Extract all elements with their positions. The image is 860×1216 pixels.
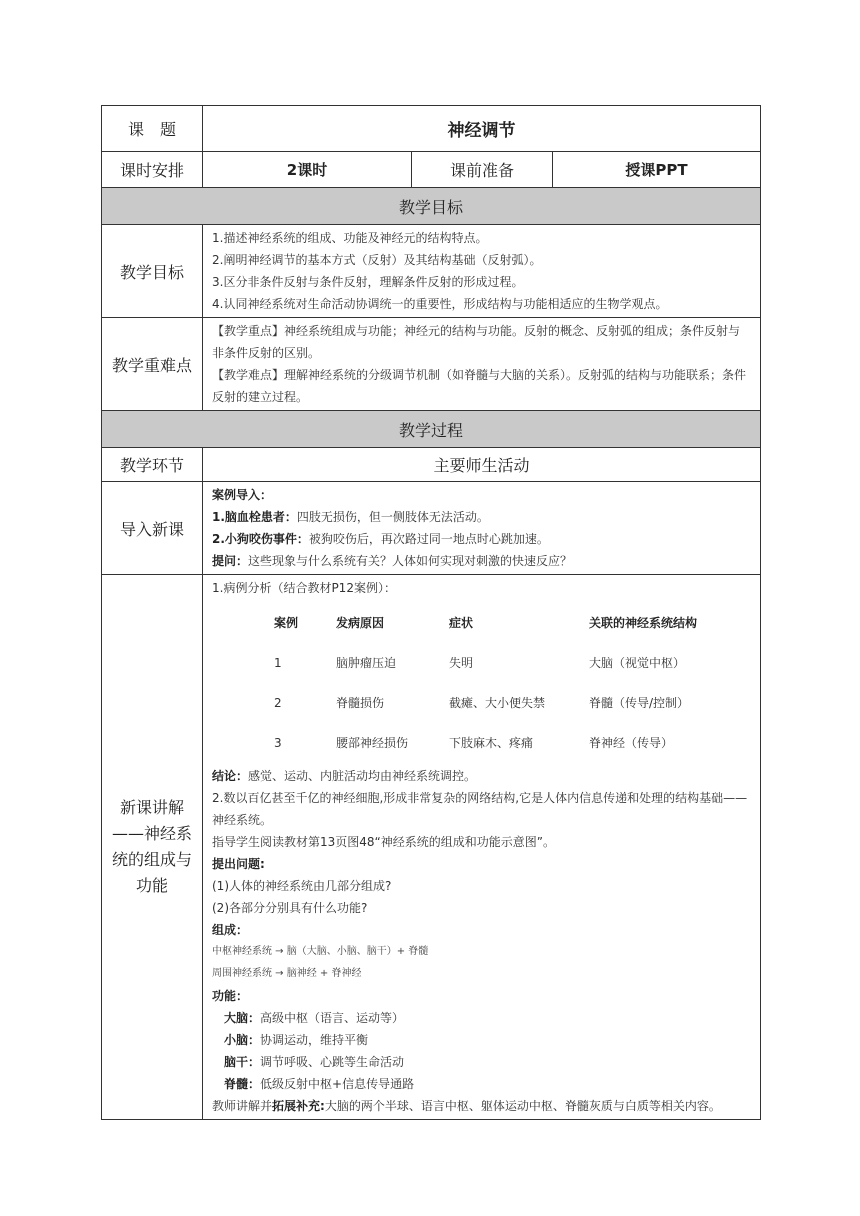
- lesson-row: [102, 575, 761, 1120]
- questions-title: 提出问题:: [212, 857, 265, 871]
- keypoints-label: 教学重难点: [102, 318, 203, 411]
- goal-item: 1.描述神经系统的组成、功能及神经元的结构特点。: [212, 231, 488, 245]
- question-1: (1)人体的神经系统由几部分组成?: [212, 879, 392, 893]
- case-title: 案例导入：: [212, 488, 273, 502]
- extend-text: [212, 1095, 752, 1117]
- composition-central: 中枢神经系统 → 脑（大脑、小脑、脑干）+ 脊髓: [212, 946, 429, 957]
- conclusion-text: 感觉、运动、内脏活动均由神经系统调控。: [248, 769, 477, 783]
- goal-item: 4.认同神经系统对生命活动协调统一的重要性，形成结构与功能相适应的生物学观点。: [212, 297, 668, 311]
- function-text: 低级反射中枢+信息传导通路: [260, 1077, 415, 1091]
- table-row: [212, 643, 752, 683]
- para-2: 2.数以百亿甚至千亿的神经细胞,形成非常复杂的网络结构,它是人体内信息传递和处理的结构基础——神经系统。: [212, 791, 748, 827]
- function-name: 脊髓：: [224, 1077, 261, 1091]
- goal-item: 2.阐明神经调节的基本方式（反射）及其结构基础（反射弧）。: [212, 253, 542, 267]
- function-text: 协调运动，维持平衡: [260, 1033, 369, 1047]
- lesson-label: 新课讲解——神经系统的组成与功能: [102, 575, 203, 1120]
- goals-band: 教学目标: [102, 188, 761, 225]
- question-text: 这些现象与什么系统有关？人体如何实现对刺激的快速反应？: [248, 554, 573, 568]
- col-activity: 主要师生活动: [203, 448, 761, 482]
- case-2-label: 2.小狗咬伤事件：: [212, 532, 309, 546]
- topic-label: 课 题: [102, 106, 203, 152]
- function-name: 脑干：: [224, 1055, 261, 1069]
- function-item: [212, 1051, 752, 1073]
- function-item: [212, 1007, 752, 1029]
- key-text: 神经系统组成与功能；神经元的结构与功能。反射的概念、反射弧的组成；条件反射与非条件反射的区别。: [212, 324, 741, 360]
- table-row: [212, 723, 752, 763]
- function-name: 大脑：: [224, 1011, 261, 1025]
- topic-row: [102, 106, 761, 152]
- key-tag: 【教学重点】: [212, 324, 285, 338]
- process-band-row: [102, 411, 761, 448]
- extend-body: 大脑的两个半球、语言中枢、躯体运动中枢、脊髓灰质与白质等相关内容。: [324, 1099, 721, 1113]
- prep-label: 课前准备: [412, 152, 553, 188]
- function-item: [212, 1073, 752, 1095]
- th-case: 案例: [274, 616, 299, 630]
- function-item: [212, 1029, 752, 1051]
- th-symptom: 症状: [449, 616, 474, 630]
- case-analysis-title: 1.病例分析（结合教材P12案例）：: [212, 581, 396, 595]
- hard-point: [212, 364, 752, 408]
- lesson-content: [203, 575, 761, 1120]
- cell-symptom: 下肢麻木、疼痛: [449, 736, 534, 750]
- question-2: (2)各部分分别具有什么功能?: [212, 901, 368, 915]
- goals-content: [203, 225, 761, 318]
- case-1-text: 四肢无损伤，但一侧肢体无法活动。: [296, 510, 489, 524]
- intro-row: [102, 482, 761, 575]
- goals-band-row: [102, 188, 761, 225]
- function-name: 小脑：: [224, 1033, 261, 1047]
- extend-label: 拓展补充:: [272, 1099, 325, 1113]
- th-structure: 关联的神经系统结构: [589, 616, 698, 630]
- question: [212, 550, 752, 572]
- case-1-label: 1.脑血栓患者：: [212, 510, 297, 524]
- cell-case: 3: [274, 736, 282, 750]
- process-header-row: [102, 448, 761, 482]
- cell-cause: 腰部神经损伤: [336, 736, 409, 750]
- keypoints-content: [203, 318, 761, 411]
- cell-structure: 大脑（视觉中枢）: [589, 656, 686, 670]
- prep-value: 授课PPT: [553, 152, 761, 188]
- case-1: [212, 506, 752, 528]
- goal-item: 3.区分非条件反射与条件反射，理解条件反射的形成过程。: [212, 275, 524, 289]
- hard-tag: 【教学难点】: [212, 368, 285, 382]
- conclusion: [212, 765, 752, 787]
- composition-peripheral: 周围神经系统 → 脑神经 + 脊神经: [212, 968, 362, 979]
- th-cause: 发病原因: [336, 616, 385, 630]
- question-label: 提问：: [212, 554, 249, 568]
- goals-label: 教学目标: [102, 225, 203, 318]
- cell-structure: 脊神经（传导）: [589, 736, 674, 750]
- cell-cause: 脑肿瘤压迫: [336, 656, 397, 670]
- process-band: 教学过程: [102, 411, 761, 448]
- cell-case: 2: [274, 696, 282, 710]
- schedule-label: 课时安排: [102, 152, 203, 188]
- extend-prefix: 教师讲解并: [212, 1099, 273, 1113]
- function-text: 高级中枢（语言、运动等）: [260, 1011, 405, 1025]
- topic-value: 神经调节: [203, 106, 761, 152]
- col-stage: 教学环节: [102, 448, 203, 482]
- function-text: 调节呼吸、心跳等生命活动: [260, 1055, 405, 1069]
- case-table: [212, 603, 752, 763]
- intro-label: 导入新课: [102, 482, 203, 575]
- guide-text: 指导学生阅读教材第13页图48“神经系统的组成和功能示意图”。: [212, 835, 555, 849]
- key-point: [212, 320, 752, 364]
- hard-text: 理解神经系统的分级调节机制（如脊髓与大脑的关系）。反射弧的结构与功能联系；条件反射的建立过程。: [212, 368, 747, 404]
- case-2-text: 被狗咬伤后，再次路过同一地点时心跳加速。: [308, 532, 549, 546]
- case-2: [212, 528, 752, 550]
- case-table-header: [212, 603, 752, 643]
- intro-content: [203, 482, 761, 575]
- conclusion-label: 结论：: [212, 769, 249, 783]
- cell-case: 1: [274, 656, 282, 670]
- lesson-plan-table: [101, 105, 761, 1120]
- schedule-row: [102, 152, 761, 188]
- cell-symptom: 截瘫、大小便失禁: [449, 696, 546, 710]
- table-row: [212, 683, 752, 723]
- cell-symptom: 失明: [449, 656, 474, 670]
- schedule-value: 2课时: [203, 152, 412, 188]
- cell-structure: 脊髓（传导/控制）: [589, 696, 690, 710]
- composition-title: 组成：: [212, 923, 249, 937]
- goals-row: [102, 225, 761, 318]
- keypoints-row: [102, 318, 761, 411]
- cell-cause: 脊髓损伤: [336, 696, 385, 710]
- function-title: 功能：: [212, 989, 249, 1003]
